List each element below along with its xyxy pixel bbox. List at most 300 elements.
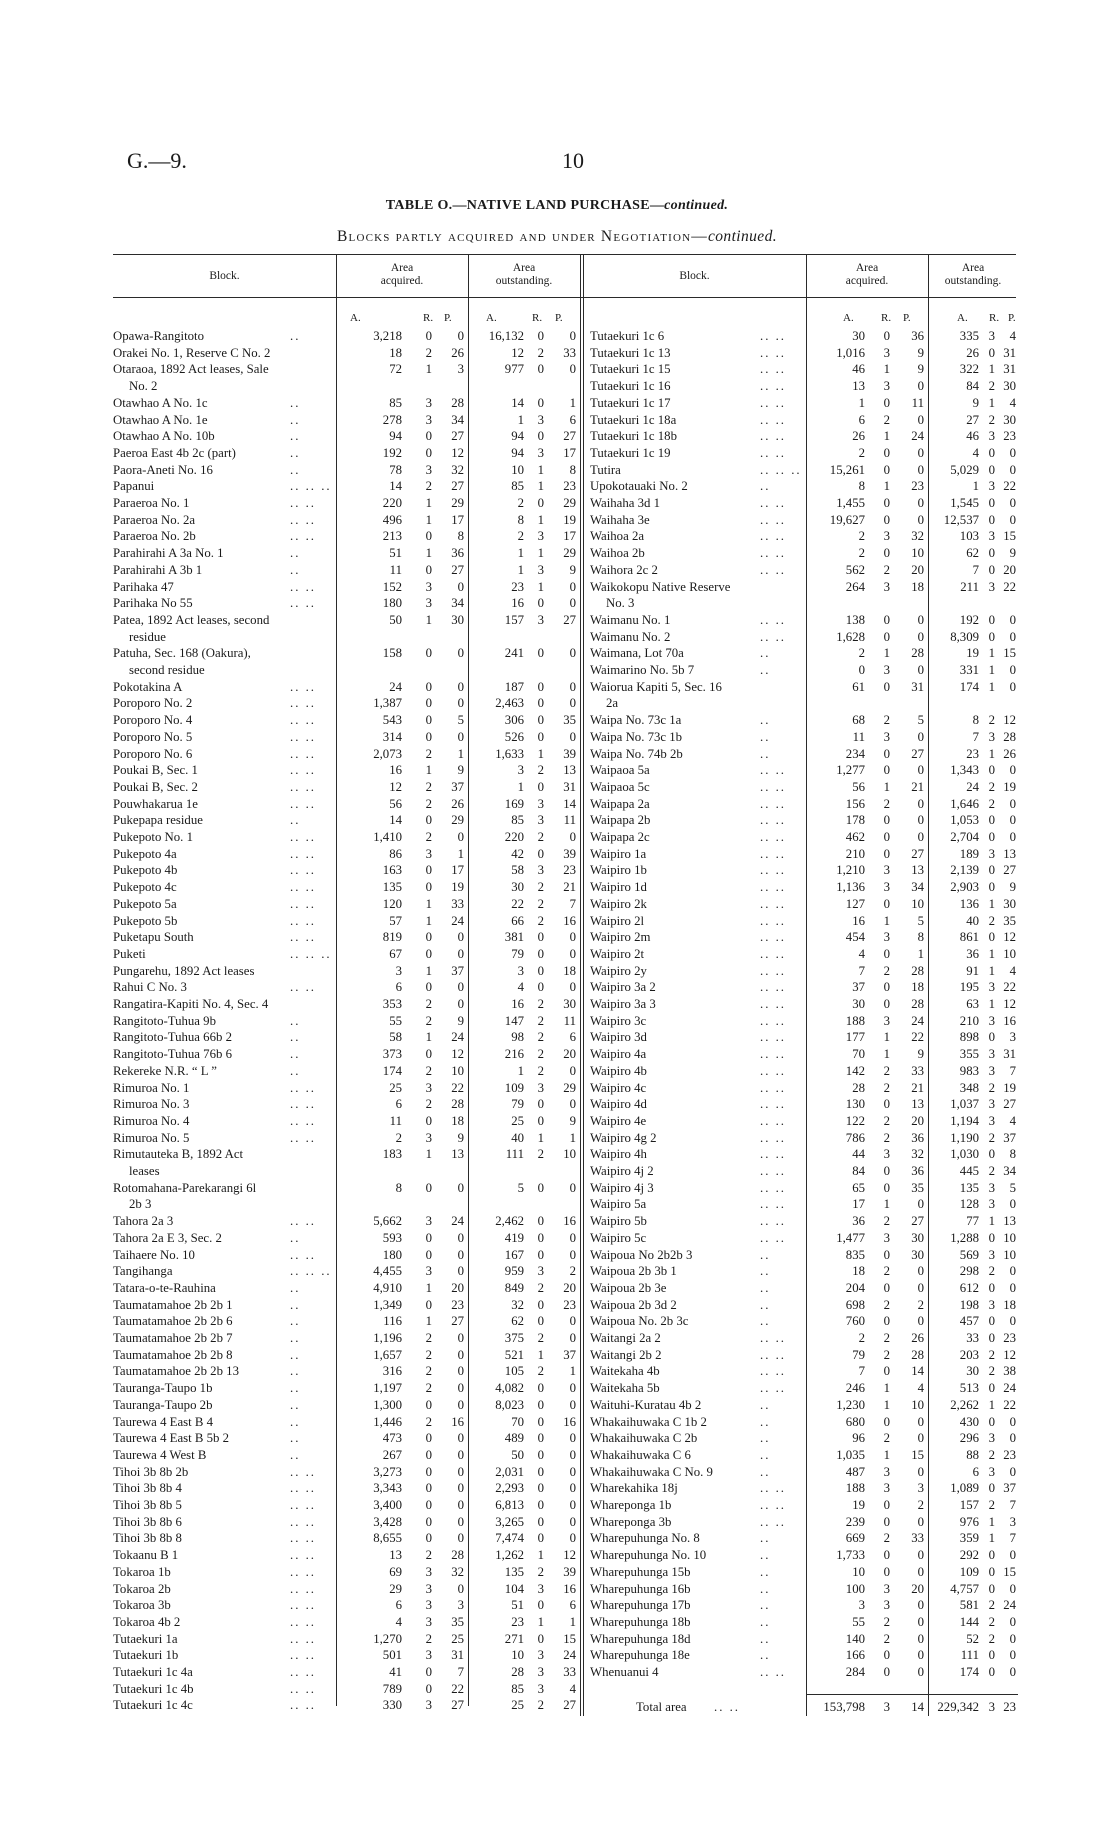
leader-dots: .. .. [760, 429, 786, 444]
outstanding-acres: 521 [504, 1347, 524, 1362]
block-name: Whakaihuwaka C 1b 2 [590, 1414, 707, 1429]
leader-dots: .. .. [290, 1514, 316, 1529]
acquired-perches: 26 [451, 796, 464, 811]
outstanding-acres: 51 [511, 1598, 524, 1613]
table-row [0, 946, 1114, 962]
leader-dots: .. .. [290, 1598, 316, 1613]
outstanding-roods: 1 [537, 512, 544, 527]
outstanding-perches: 0 [569, 1247, 576, 1262]
acquired-perches: 13 [911, 1097, 924, 1112]
block-name: Waipaoa 5c [590, 779, 650, 794]
table-row [0, 1597, 1114, 1613]
col-head-outstanding-right [928, 262, 1018, 288]
acquired-acres: 819 [382, 930, 402, 945]
outstanding-acres: 569 [959, 1247, 979, 1262]
outstanding-roods: 2 [537, 913, 544, 928]
block-name: Wharekahika 18j [590, 1481, 678, 1496]
table-row [0, 1263, 1114, 1279]
block-name: Waimanu No. 2 [590, 629, 671, 644]
leader-dots: .. .. [290, 830, 316, 844]
outstanding-perches: 0 [569, 1381, 576, 1396]
acquired-perches: 26 [911, 1331, 924, 1345]
block-name: Tutaekuri 1c 4a [113, 1665, 193, 1679]
outstanding-acres: 203 [959, 1347, 979, 1362]
acquired-perches: 0 [457, 1431, 464, 1446]
outstanding-acres: 2,139 [950, 863, 979, 878]
leader-dots: .. .. [290, 696, 316, 711]
outstanding-perches: 12 [1003, 997, 1016, 1011]
outstanding-roods: 1 [988, 679, 995, 694]
outstanding-acres: 4 [972, 445, 979, 460]
outstanding-acres: 10 [511, 1648, 524, 1663]
acquired-acres: 264 [845, 579, 865, 594]
acquired-acres: 122 [845, 1113, 865, 1128]
block-name: Rangitoto-Tuhua 66b 2 [113, 1030, 232, 1045]
outstanding-acres: 79 [511, 946, 524, 961]
outstanding-roods: 2 [537, 830, 544, 844]
outstanding-acres: 526 [504, 729, 524, 744]
acquired-roods: 0 [425, 1447, 432, 1462]
block-name: Tutaekuri 1c 15 [590, 362, 671, 377]
outstanding-roods: 2 [988, 1347, 995, 1362]
block-name: second residue [129, 663, 205, 677]
block-name: Tihoi 3b 8b 5 [113, 1498, 182, 1512]
outstanding-roods: 2 [988, 1631, 995, 1646]
outstanding-roods: 0 [988, 445, 995, 460]
outstanding-perches: 0 [1009, 496, 1016, 510]
table-row [0, 1363, 1114, 1379]
block-name: Taurewa 4 East B 5b 2 [113, 1431, 230, 1446]
acquired-acres: 698 [845, 1297, 865, 1312]
outstanding-roods: 0 [537, 429, 544, 444]
acquired-perches: 0 [917, 412, 924, 427]
outstanding-acres: 135 [959, 1180, 979, 1195]
outstanding-acres: 169 [504, 796, 524, 811]
acquired-acres: 204 [845, 1280, 865, 1295]
acquired-perches: 0 [457, 1331, 464, 1345]
acquired-perches: 0 [457, 980, 464, 995]
acquired-acres: 188 [845, 1013, 865, 1028]
outstanding-roods: 3 [988, 1197, 995, 1212]
acquired-acres: 373 [382, 1047, 402, 1062]
block-name: 2a [606, 696, 619, 711]
acquired-perches: 34 [911, 880, 924, 895]
block-name: Rangitoto-Tuhua 76b 6 [113, 1047, 232, 1062]
outstanding-roods: 3 [988, 1464, 995, 1479]
acquired-perches: 3 [457, 1598, 464, 1613]
acquired-roods: 3 [883, 729, 890, 744]
outstanding-perches: 0 [569, 1180, 576, 1195]
outstanding-roods: 3 [537, 1581, 544, 1596]
acquired-acres: 8 [858, 479, 865, 494]
acquired-roods: 2 [425, 1414, 432, 1429]
acquired-roods: 0 [883, 546, 890, 561]
outstanding-acres: 135 [504, 1564, 524, 1579]
acquired-acres: 1,387 [373, 696, 402, 711]
outstanding-perches: 9 [569, 562, 576, 577]
acquired-roods: 0 [425, 1297, 432, 1312]
outstanding-perches: 6 [569, 1598, 576, 1613]
acquired-roods: 3 [425, 1080, 432, 1095]
acquired-perches: 20 [911, 1113, 924, 1128]
outstanding-acres: 1,633 [495, 746, 524, 761]
outstanding-roods: 0 [537, 496, 544, 510]
table-row [0, 528, 1114, 544]
outstanding-roods: 2 [537, 997, 544, 1011]
outstanding-roods: 3 [988, 329, 995, 343]
outstanding-acres: 1 [517, 779, 524, 794]
leader-dots: .. .. [290, 1097, 316, 1112]
total-acquired-roods: 3 [883, 1700, 890, 1714]
acquired-acres: 84 [852, 1164, 865, 1178]
outstanding-acres: 3 [517, 963, 524, 978]
outstanding-perches: 23 [563, 1297, 576, 1312]
block-name: Parahirahi A 3b 1 [113, 562, 203, 577]
acquired-roods: 1 [425, 612, 432, 627]
leader-dots: .. .. [760, 1063, 786, 1078]
leader-dots: .. [290, 429, 301, 444]
outstanding-roods: 2 [988, 1447, 995, 1462]
acquired-roods: 2 [883, 1614, 890, 1629]
outstanding-acres: 861 [959, 930, 979, 945]
outstanding-roods: 1 [988, 1397, 995, 1412]
outstanding-perches: 24 [563, 1648, 576, 1663]
outstanding-roods: 0 [537, 1230, 544, 1245]
acquired-acres: 1,277 [836, 763, 865, 778]
acquired-perches: 22 [451, 1080, 464, 1095]
acquired-roods: 1 [425, 763, 432, 778]
outstanding-perches: 0 [1009, 462, 1016, 477]
acquired-acres: 41 [389, 1665, 402, 1679]
block-name: Waitangi 2a 2 [590, 1331, 661, 1345]
outstanding-perches: 37 [1003, 1130, 1016, 1145]
acquired-acres: 353 [382, 997, 402, 1011]
acquired-roods: 2 [425, 1364, 432, 1379]
outstanding-acres: 24 [966, 779, 979, 794]
leader-dots: .. .. [290, 579, 316, 594]
leader-dots: .. [760, 1548, 771, 1563]
block-name: Waipiro 1b [590, 863, 647, 878]
outstanding-acres: 1,190 [950, 1130, 979, 1145]
acquired-acres: 314 [382, 729, 402, 744]
outstanding-perches: 1 [569, 1130, 576, 1145]
outstanding-perches: 37 [563, 1347, 576, 1362]
outstanding-acres: 445 [959, 1164, 979, 1178]
leader-dots: .. .. [290, 1564, 316, 1579]
outstanding-acres: 36 [966, 946, 979, 961]
table-row [0, 1414, 1114, 1430]
outstanding-roods: 3 [537, 412, 544, 427]
outstanding-acres: 898 [959, 1030, 979, 1045]
acquired-perches: 23 [451, 1297, 464, 1312]
table-subtitle [0, 228, 1114, 246]
leader-dots: .. [290, 462, 301, 477]
leader-dots: .. .. [760, 1164, 786, 1178]
acquired-acres: 85 [389, 395, 402, 410]
outstanding-acres: 23 [966, 746, 979, 761]
outstanding-roods: 3 [537, 796, 544, 811]
outstanding-roods: 0 [537, 1431, 544, 1446]
outstanding-roods: 0 [537, 1381, 544, 1396]
outstanding-roods: 0 [537, 1314, 544, 1329]
block-name: Wharepuhunga 17b [590, 1598, 691, 1613]
table-row [0, 1013, 1114, 1029]
table-row [0, 412, 1114, 428]
outstanding-perches: 0 [1009, 830, 1016, 844]
block-name: Tihoi 3b 8b 6 [113, 1514, 182, 1529]
table-row [0, 495, 1114, 511]
table-row [0, 1380, 1114, 1396]
acquired-perches: 0 [457, 1498, 464, 1512]
block-name: Waipoua 2b 3b 1 [590, 1264, 677, 1279]
table-row [0, 1447, 1114, 1463]
block-name: Tutira [590, 462, 621, 477]
leader-dots: .. .. [290, 1548, 316, 1563]
leader-dots: .. .. [760, 863, 786, 878]
outstanding-roods: 0 [537, 980, 544, 995]
outstanding-roods: 0 [537, 963, 544, 978]
block-name: Waipiro 5a [590, 1197, 647, 1212]
outstanding-roods: 0 [537, 1514, 544, 1529]
acquired-roods: 3 [425, 579, 432, 594]
acquired-roods: 0 [425, 1681, 432, 1696]
outstanding-perches: 4 [1009, 395, 1016, 410]
block-name: Poukai B, Sec. 2 [113, 779, 198, 794]
outstanding-roods: 3 [537, 863, 544, 878]
outstanding-acres: 8 [972, 713, 979, 728]
block-name: Rimuroa No. 1 [113, 1080, 190, 1095]
block-name: Pokotakina A [113, 679, 183, 694]
acquired-roods: 1 [425, 896, 432, 911]
outstanding-perches: 11 [563, 813, 576, 828]
acquired-roods: 0 [883, 746, 890, 761]
outstanding-acres: 128 [959, 1197, 979, 1212]
block-name: Pukepoto 5b [113, 913, 178, 928]
outstanding-acres: 157 [504, 612, 524, 627]
table-row [0, 1180, 1114, 1196]
outstanding-roods: 0 [988, 462, 995, 477]
leader-dots: .. .. [760, 763, 786, 778]
outstanding-perches: 39 [563, 846, 576, 861]
outstanding-roods: 1 [988, 663, 995, 677]
outstanding-roods: 0 [537, 596, 544, 611]
outstanding-perches: 12 [1003, 930, 1016, 945]
outstanding-perches: 29 [563, 496, 576, 510]
outstanding-perches: 0 [569, 696, 576, 711]
outstanding-roods: 1 [988, 1531, 995, 1546]
outstanding-roods: 2 [537, 1063, 544, 1078]
acquired-roods: 3 [425, 1648, 432, 1663]
outstanding-acres: 136 [959, 896, 979, 911]
acquired-acres: 6 [395, 1097, 402, 1112]
block-name: Otawhao A No. 1e [113, 412, 208, 427]
acquired-perches: 28 [911, 963, 924, 978]
acquired-acres: 116 [383, 1314, 402, 1329]
acquired-roods: 0 [425, 863, 432, 878]
outstanding-perches: 29 [563, 546, 576, 561]
outstanding-roods: 2 [988, 713, 995, 728]
acquired-roods: 1 [883, 1381, 890, 1396]
block-name: Opawa-Rangitoto [113, 329, 204, 343]
block-name: Pukepoto 5a [113, 896, 177, 911]
outstanding-roods: 3 [537, 562, 544, 577]
acquired-acres: 1,270 [373, 1631, 402, 1646]
table-row [0, 1247, 1114, 1263]
table-row [0, 929, 1114, 945]
outstanding-roods: 2 [537, 1280, 544, 1295]
outstanding-acres: 7,474 [495, 1531, 524, 1546]
outstanding-acres: 1 [517, 562, 524, 577]
acquired-roods: 0 [883, 1548, 890, 1563]
leader-dots: .. .. [290, 496, 316, 510]
outstanding-roods: 2 [988, 1130, 995, 1145]
leader-dots: .. .. .. [290, 479, 332, 494]
acquired-roods: 0 [883, 896, 890, 911]
outstanding-roods: 0 [988, 345, 995, 360]
outstanding-acres: 977 [504, 362, 524, 377]
leader-dots: .. .. [760, 1514, 786, 1529]
outstanding-roods: 0 [537, 713, 544, 728]
leader-dots: .. [760, 1531, 771, 1546]
acquired-perches: 0 [457, 579, 464, 594]
leader-dots: .. [290, 1030, 301, 1045]
block-name: Tutaekuri 1c 4c [113, 1698, 193, 1713]
acquired-acres: 12 [389, 779, 402, 794]
acquired-roods: 0 [425, 696, 432, 711]
block-name: Taumatamahoe 2b 2b 1 [113, 1297, 233, 1312]
outstanding-perches: 0 [569, 579, 576, 594]
acquired-roods: 0 [883, 1097, 890, 1112]
block-name: Waipoua 2b 3e [590, 1280, 667, 1295]
acquired-acres: 188 [845, 1481, 865, 1496]
outstanding-acres: 1,194 [950, 1113, 979, 1128]
acquired-perches: 34 [451, 596, 464, 611]
acquired-roods: 1 [425, 1314, 432, 1329]
leader-dots: .. .. .. [290, 946, 332, 961]
outstanding-roods: 0 [988, 1230, 995, 1245]
outstanding-roods: 3 [988, 980, 995, 995]
leader-dots: .. .. [290, 1581, 316, 1596]
acquired-perches: 18 [911, 579, 924, 594]
block-name: Waipiro 3a 3 [590, 997, 656, 1011]
table-subtitle-main: Blocks partly acquired and under Negotiation— [336, 228, 708, 245]
acquired-acres: 11 [852, 729, 865, 744]
block-name: Waimana, Lot 70a [590, 646, 684, 661]
outstanding-perches: 8 [1009, 1147, 1016, 1162]
leader-dots: .. [760, 1581, 771, 1596]
leader-dots: .. .. [760, 1381, 786, 1396]
acquired-roods: 2 [883, 1214, 890, 1229]
block-name: Waihaha 3e [590, 512, 650, 527]
acquired-perches: 0 [917, 1197, 924, 1212]
block-name: Paraeroa No. 2a [113, 512, 196, 527]
outstanding-perches: 22 [1003, 579, 1016, 594]
outstanding-acres: 2,262 [950, 1397, 979, 1412]
acquired-perches: 27 [911, 746, 924, 761]
leader-dots: .. .. [290, 913, 316, 928]
acquired-acres: 835 [845, 1247, 865, 1262]
block-name: Tahora 2a 3 [113, 1214, 174, 1229]
acquired-perches: 0 [457, 1464, 464, 1479]
acquired-acres: 135 [382, 880, 402, 895]
outstanding-roods: 1 [537, 546, 544, 561]
leader-dots: .. [760, 1264, 771, 1279]
acquired-perches: 28 [911, 997, 924, 1011]
acquired-acres: 220 [382, 496, 402, 510]
acquired-perches: 29 [451, 813, 464, 828]
table-row [0, 1313, 1114, 1329]
total-label: Total area [636, 1700, 687, 1714]
acquired-roods: 3 [883, 579, 890, 594]
outstanding-perches: 0 [1009, 1280, 1016, 1295]
acquired-roods: 1 [425, 913, 432, 928]
outstanding-roods: 0 [988, 629, 995, 644]
acquired-acres: 454 [845, 930, 865, 945]
acquired-acres: 1,300 [373, 1397, 402, 1412]
block-name: Tatara-o-te-Rauhina [113, 1280, 216, 1295]
acquired-roods: 0 [883, 445, 890, 460]
leader-dots: .. [290, 1331, 301, 1345]
outstanding-roods: 2 [988, 913, 995, 928]
leader-dots: .. [760, 1247, 771, 1262]
leader-dots: .. .. [290, 1113, 316, 1128]
outstanding-perches: 10 [563, 1147, 576, 1162]
acquired-acres: 50 [389, 612, 402, 627]
outstanding-acres: 46 [966, 429, 979, 444]
outstanding-roods: 3 [537, 1665, 544, 1679]
outstanding-perches: 0 [1009, 445, 1016, 460]
acquired-roods: 3 [425, 1214, 432, 1229]
outstanding-acres: 241 [504, 646, 524, 661]
outstanding-acres: 23 [511, 1614, 524, 1629]
acquired-acres: 543 [382, 713, 402, 728]
acquired-perches: 12 [451, 445, 464, 460]
block-name: Taumatamahoe 2b 2b 13 [113, 1364, 239, 1379]
acquired-roods: 3 [883, 663, 890, 677]
acquired-acres: 1,197 [373, 1381, 402, 1396]
outstanding-roods: 0 [988, 763, 995, 778]
outstanding-roods: 3 [988, 729, 995, 744]
leader-dots: .. .. [290, 896, 316, 911]
acquired-roods: 1 [883, 429, 890, 444]
outstanding-perches: 4 [1009, 329, 1016, 343]
outstanding-roods: 2 [537, 1013, 544, 1028]
leader-dots: .. .. [760, 980, 786, 995]
acquired-perches: 0 [917, 1280, 924, 1295]
outstanding-perches: 3 [1009, 1514, 1016, 1529]
block-name: Whareponga 1b [590, 1498, 672, 1512]
leader-dots: .. .. [760, 930, 786, 945]
outstanding-perches: 23 [563, 863, 576, 878]
acquired-acres: 760 [845, 1314, 865, 1329]
acquired-roods: 3 [883, 379, 890, 394]
table-row [0, 695, 1114, 711]
outstanding-acres: 10 [511, 462, 524, 477]
outstanding-roods: 2 [988, 1364, 995, 1379]
outstanding-perches: 0 [569, 1531, 576, 1546]
block-name: Puketapu South [113, 930, 194, 945]
acquired-roods: 0 [883, 1314, 890, 1329]
outstanding-perches: 0 [1009, 1414, 1016, 1429]
outstanding-perches: 38 [1003, 1364, 1016, 1379]
acquired-perches: 2 [917, 1498, 924, 1512]
acquired-acres: 1,196 [373, 1331, 402, 1345]
outstanding-acres: 430 [959, 1414, 979, 1429]
block-name: Tokaroa 3b [113, 1598, 171, 1613]
outstanding-acres: 84 [966, 379, 979, 394]
outstanding-perches: 23 [563, 479, 576, 494]
leader-dots: .. .. [760, 796, 786, 811]
